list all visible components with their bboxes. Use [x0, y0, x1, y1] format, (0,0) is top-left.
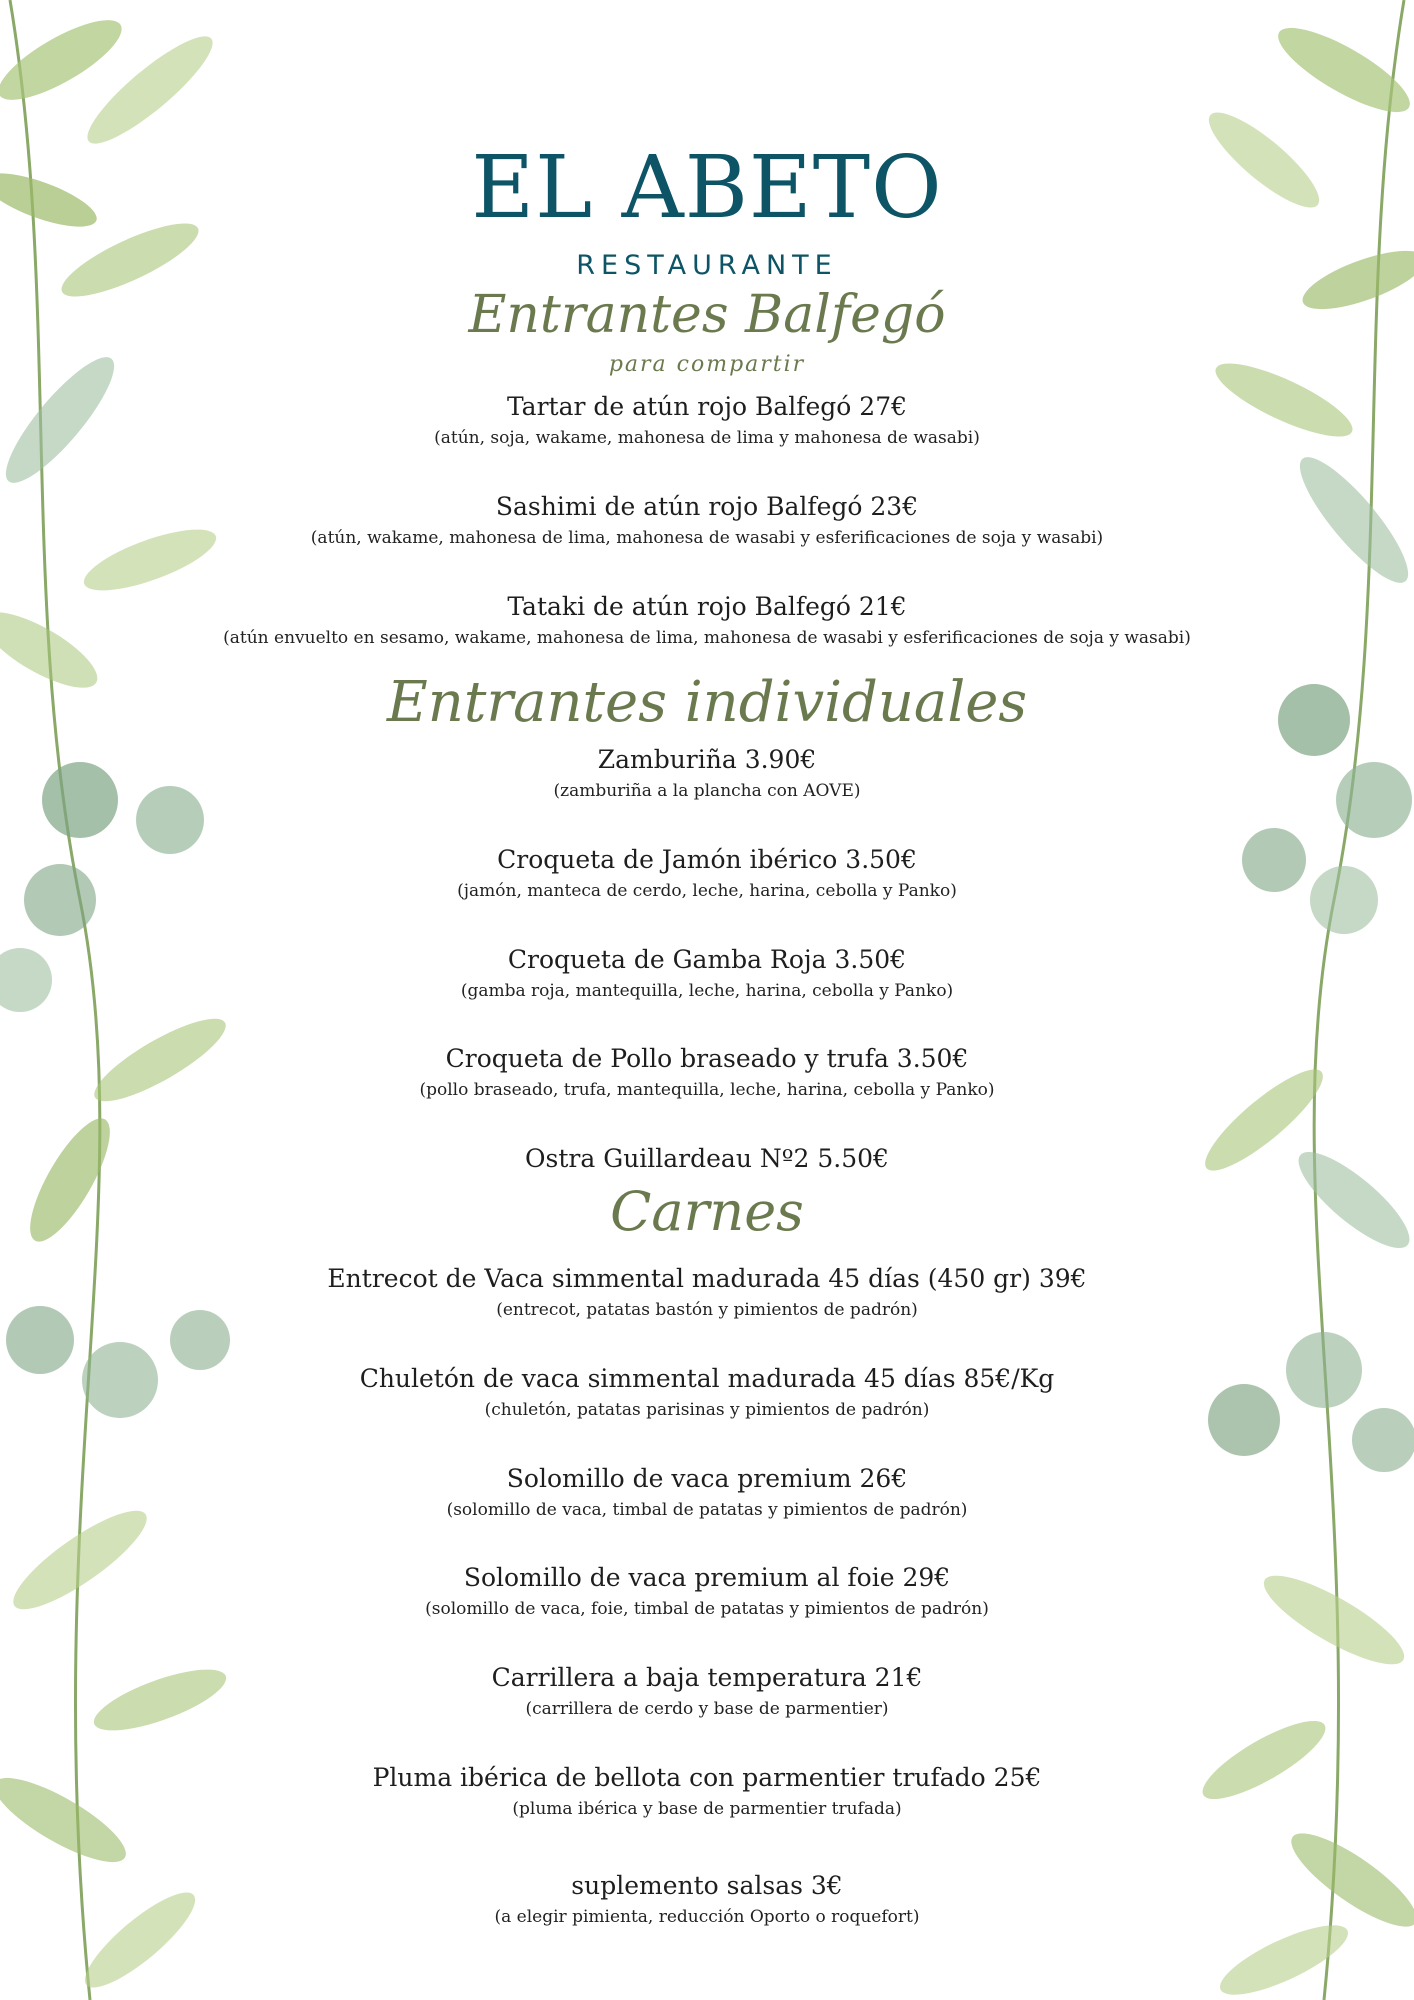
- item-description: (pollo braseado, trufa, mantequilla, leche, harina, cebolla y Panko): [419, 1080, 995, 1100]
- item-description: (zamburiña a la plancha con AOVE): [553, 781, 861, 801]
- leaf-branch-right: [1193, 0, 1414, 2000]
- item-description: (a elegir pimienta, reducción Oporto o roquefort): [494, 1907, 920, 1927]
- item-description: (entrecot, patatas bastón y pimientos de padrón): [496, 1300, 918, 1320]
- item-name: Solomillo de vaca premium 26€: [506, 1464, 908, 1493]
- restaurant-name: EL ABETO: [471, 138, 943, 238]
- item-name: Zamburiña 3.90€: [597, 745, 817, 774]
- menu-item: [200, 1042, 1214, 1102]
- menu-item: [200, 1262, 1214, 1322]
- item-name: Tataki de atún rojo Balfegó 21€: [507, 592, 907, 621]
- item-description: (atún, wakame, mahonesa de lima, mahonesa de wasabi y esferificaciones de soja y wasabi): [310, 528, 1104, 548]
- menu-item: [200, 1869, 1214, 1929]
- section-subtitle: para compartir: [608, 352, 806, 377]
- item-name: Pluma ibérica de bellota con parmentier trufado 25€: [372, 1763, 1042, 1792]
- item-name: Carrillera a baja temperatura 21€: [491, 1663, 923, 1692]
- item-description: (chuletón, patatas parisinas y pimientos de padrón): [484, 1400, 930, 1420]
- item-name: Chuletón de vaca simmental madurada 45 días 85€/Kg: [359, 1364, 1055, 1393]
- menu-item: [200, 1142, 1214, 1176]
- menu-item: [200, 943, 1214, 1003]
- item-description: (solomillo de vaca, foie, timbal de patatas y pimientos de padrón): [425, 1599, 989, 1619]
- item-description: (solomillo de vaca, timbal de patatas y pimientos de padrón): [446, 1500, 968, 1520]
- item-name: Croqueta de Jamón ibérico 3.50€: [497, 845, 917, 874]
- menu-item: [200, 743, 1214, 803]
- menu-item: [200, 1761, 1214, 1821]
- menu-item: [200, 1661, 1214, 1721]
- item-name: Tartar de atún rojo Balfegó 27€: [506, 392, 908, 421]
- item-name: Ostra Guillardeau Nº2 5.50€: [525, 1144, 889, 1173]
- menu-item: [200, 1561, 1214, 1621]
- item-description: (gamba roja, mantequilla, leche, harina, cebolla y Panko): [460, 981, 954, 1001]
- menu-item: [200, 590, 1214, 650]
- item-name: Solomillo de vaca premium al foie 29€: [463, 1563, 951, 1592]
- item-description: (atún envuelto en sesamo, wakame, mahonesa de lima, mahonesa de wasabi y esferificaciones de soja y wasabi): [223, 628, 1191, 648]
- menu-item: [200, 490, 1214, 550]
- restaurant-subtitle: RESTAURANTE: [576, 250, 838, 281]
- item-description: (pluma ibérica y base de parmentier trufada): [512, 1799, 902, 1819]
- item-name: suplemento salsas 3€: [571, 1871, 843, 1900]
- menu-item: [200, 843, 1214, 903]
- item-description: (jamón, manteca de cerdo, leche, harina, cebolla y Panko): [457, 881, 957, 901]
- item-name: Entrecot de Vaca simmental madurada 45 días (450 gr) 39€: [327, 1264, 1087, 1293]
- item-description: (atún, soja, wakame, mahonesa de lima y mahonesa de wasabi): [434, 428, 980, 448]
- menu-item: [200, 1362, 1214, 1422]
- section-title: Entrantes individuales: [386, 670, 1028, 735]
- menu-content: [200, 0, 1214, 2000]
- menu-item: [200, 1462, 1214, 1522]
- item-name: Sashimi de atún rojo Balfegó 23€: [495, 492, 919, 521]
- item-name: Croqueta de Pollo braseado y trufa 3.50€: [445, 1044, 969, 1073]
- item-name: Croqueta de Gamba Roja 3.50€: [507, 945, 907, 974]
- section-title: Carnes: [610, 1180, 804, 1243]
- menu-item: [200, 390, 1214, 450]
- item-description: (carrillera de cerdo y base de parmentier): [525, 1699, 889, 1719]
- section-title: Entrantes Balfegó: [468, 285, 946, 345]
